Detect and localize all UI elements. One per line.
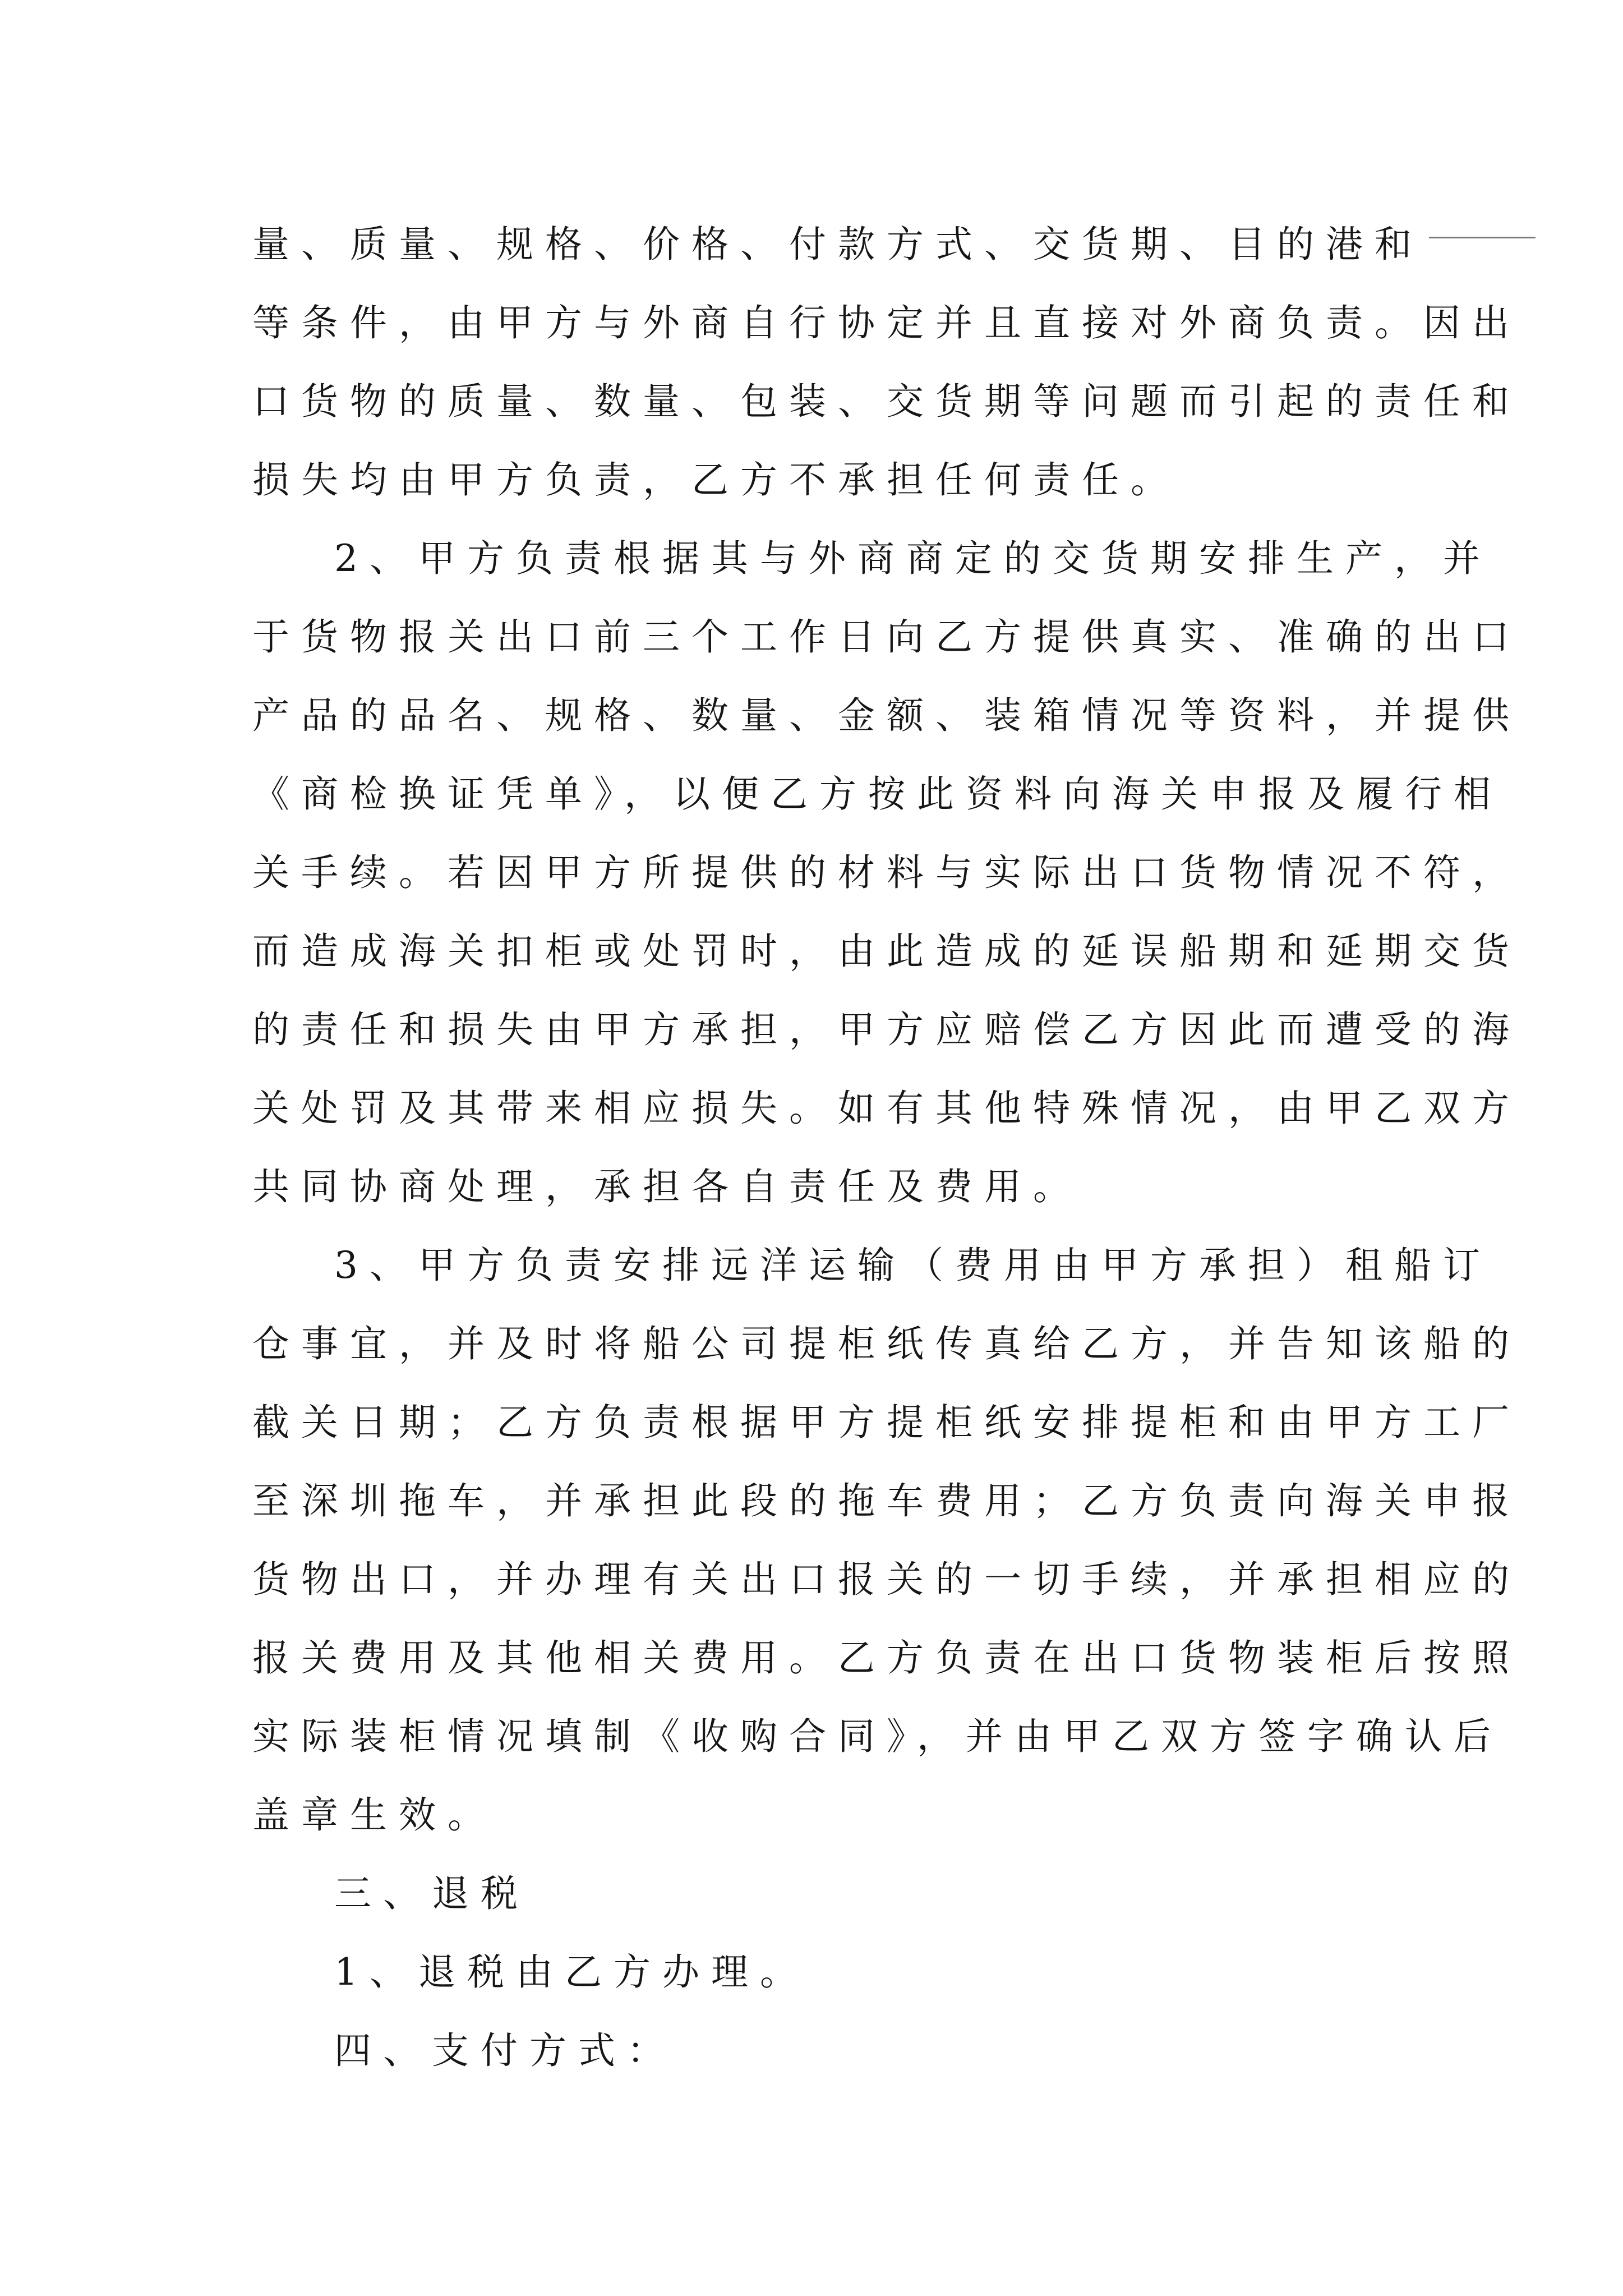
paragraph-line: 等条件，由甲方与外商自行协定并且直接对外商负责。因出 bbox=[252, 301, 1521, 344]
section-heading: 四、支付方式： bbox=[334, 2029, 676, 2072]
paragraph-line: 而造成海关扣柜或处罚时，由此造成的延误船期和延期交货 bbox=[252, 930, 1521, 973]
paragraph-line: 口货物的质量、数量、包装、交货期等问题而引起的责任和 bbox=[252, 380, 1521, 423]
paragraph-line: 至深圳拖车，并承担此段的拖车费用；乙方负责向海关申报 bbox=[252, 1479, 1521, 1522]
paragraph-line: 关处罚及其带来相应损失。如有其他特殊情况，由甲乙双方 bbox=[252, 1087, 1521, 1130]
paragraph-line: 3、甲方负责安排远洋运输（费用由甲方承担）租船订 bbox=[334, 1244, 1492, 1287]
paragraph-line: 报关费用及其他相关费用。乙方负责在出口货物装柜后按照 bbox=[252, 1636, 1521, 1680]
paragraph-line: 盖章生效。 bbox=[252, 1793, 496, 1837]
section-heading: 三、退税 bbox=[334, 1872, 529, 1915]
paragraph-line: 《商检换证凭单》，以便乙方按此资料向海关申报及履行相 bbox=[252, 772, 1502, 816]
paragraph-line: 仓事宜，并及时将船公司提柜纸传真给乙方，并告知该船的 bbox=[252, 1322, 1521, 1365]
paragraph-line: 的责任和损失由甲方承担，甲方应赔偿乙方因此而遭受的海 bbox=[252, 1008, 1521, 1051]
paragraph-line: 1、退税由乙方办理。 bbox=[334, 1950, 809, 1994]
paragraph-line: 损失均由甲方负责，乙方不承担任何责任。 bbox=[252, 458, 1179, 501]
line-text: 量、质量、规格、价格、付款方式、交货期、目的港和 bbox=[252, 223, 1423, 266]
paragraph-line: 截关日期；乙方负责根据甲方提柜纸安排提柜和由甲方工厂 bbox=[252, 1401, 1521, 1444]
paragraph-line: 货物出口，并办理有关出口报关的一切手续，并承担相应的 bbox=[252, 1558, 1521, 1601]
paragraph-line: 实际装柜情况填制《收购合同》，并由甲乙双方签字确认后 bbox=[252, 1715, 1502, 1758]
paragraph-line: 关手续。若因甲方所提供的材料与实际出口货物情况不符， bbox=[252, 851, 1521, 894]
paragraph-line bbox=[252, 205, 1423, 284]
paragraph-line: 共同协商处理，承担各自责任及费用。 bbox=[252, 1165, 1082, 1208]
fill-in-blank[interactable] bbox=[1429, 205, 1536, 238]
paragraph-line: 产品的品名、规格、数量、金额、装箱情况等资料，并提供 bbox=[252, 694, 1521, 737]
paragraph-line: 于货物报关出口前三个工作日向乙方提供真实、准确的出口 bbox=[252, 615, 1521, 659]
paragraph-line: 2、甲方负责根据其与外商商定的交货期安排生产，并 bbox=[334, 537, 1492, 580]
